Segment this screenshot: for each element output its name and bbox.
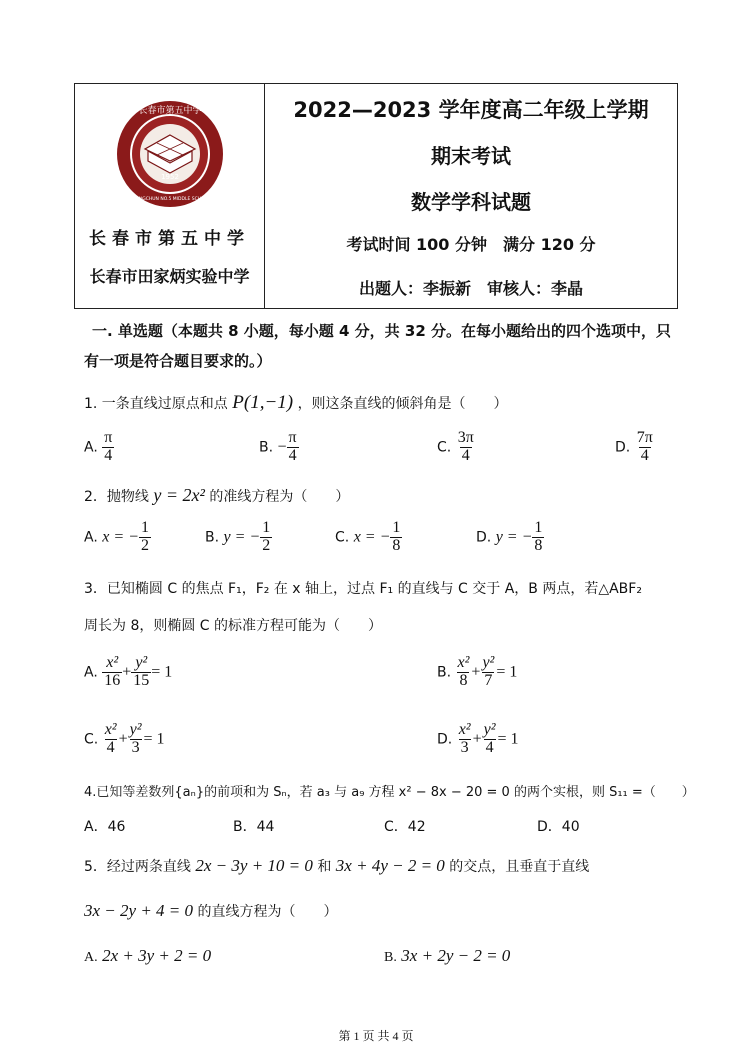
q2-option-c[interactable]: C. x = − $\frac{1}{8}$	[335, 519, 401, 554]
q3-option-d[interactable]: D. $\frac{\text{x²}}{3}$ + $\frac{\text{y²}}{4}$ = 1	[437, 721, 519, 756]
q5-option-b[interactable]: B. 3x + 2y − 2 = 0	[384, 946, 511, 965]
subject-title: 数学学科试题	[411, 190, 531, 214]
q2-option-b[interactable]: B. y = − $\frac{1}{2}$	[205, 519, 271, 554]
page-footer: 第 1 页 共 4 页	[338, 1029, 414, 1043]
school-seal-logo	[115, 99, 225, 209]
q4-option-b[interactable]: B．44	[233, 819, 275, 835]
title-panel	[265, 84, 677, 308]
q2-expr: y = 2x²	[153, 485, 205, 505]
q4-option-d[interactable]: D．40	[537, 819, 580, 835]
exam-subtitle: 期末考试	[431, 144, 511, 168]
seal-year: 1952	[161, 173, 179, 181]
q1-option-a[interactable]: A. $\frac{\pi}{4}$	[84, 429, 113, 464]
seal-english: CHANGCHUN NO.5 MIDDLE SCHOOL	[129, 197, 211, 202]
exam-title: 2022—2023 学年度高二年级上学期	[293, 98, 649, 122]
q1-option-d[interactable]: D. $\frac{7\pi}{4}$	[615, 429, 653, 464]
q1-point: P(1,−1)	[232, 392, 294, 413]
school-panel	[75, 84, 265, 308]
q1-option-b[interactable]: B. − $\frac{\pi}{4}$	[259, 429, 297, 464]
question-2-stem: 2．抛物线 y = 2x² 的准线方程为（ ）	[84, 485, 350, 505]
header-box	[74, 83, 678, 309]
school-name-2: 长春市田家炳实验中学	[89, 267, 250, 286]
q4-option-a[interactable]: A．46	[84, 819, 126, 835]
q2-option-d[interactable]: D. y = − $\frac{1}{8}$	[476, 519, 543, 554]
exam-info: 考试时间 100 分钟 满分 120 分	[346, 235, 596, 254]
school-name-1: 长春市第五中学	[89, 229, 250, 249]
question-3-line2: 周长为 8，则椭圆 C 的标准方程可能为（ ）	[84, 618, 383, 634]
q3-option-b[interactable]: B. $\frac{\text{x²}}{8}$ + $\frac{\text{y²}}{7}$ = 1	[437, 654, 518, 689]
q5-option-a[interactable]: A. 2x + 3y + 2 = 0	[84, 946, 212, 965]
q1-option-c[interactable]: C. $\frac{3\pi}{4}$	[437, 429, 474, 464]
question-3-line1: 3．已知椭圆 C 的焦点 F₁，F₂ 在 x 轴上，过点 F₁ 的直线与 C 交于 A，B 两点，若△ABF₂	[84, 581, 642, 597]
question-4-stem: 4.已知等差数列{aₙ}的前项和为 Sₙ，若 a₃ 与 a₉ 方程 x² − 8x − 20 = 0 的两个实根，则 S₁₁ =（ ）	[84, 785, 695, 800]
q3-option-a[interactable]: A. $\frac{\text{x²}}{16}$ + $\frac{\text{y²}}{15}$ = 1	[84, 654, 173, 689]
seal-text: 长春市第五中学	[138, 106, 202, 116]
q2-option-a[interactable]: A. x = − $\frac{1}{2}$	[84, 519, 149, 554]
section-heading-line1: 一. 单选题（本题共 8 小题，每小题 4 分，共 32 分。在每小题给出的四个选项中，只	[92, 322, 672, 340]
q3-option-c[interactable]: C. $\frac{\text{x²}}{4}$ + $\frac{\text{y²}}{3}$ = 1	[84, 721, 165, 756]
question-5-line1: 5．经过两条直线 2x − 3y + 10 = 0 和 3x + 4y − 2 = 0 的交点，且垂直于直线	[84, 856, 590, 875]
exam-authors: 出题人：李振新 审核人：李晶	[358, 279, 583, 298]
q4-option-c[interactable]: C．42	[384, 819, 426, 835]
section-heading-line2: 有一项是符合题目要求的。）	[84, 352, 272, 370]
q1-stem-a: 1. 一条直线过原点和点	[84, 396, 228, 412]
question-5-line2: 3x − 2y + 4 = 0 的直线方程为（ ）	[84, 901, 338, 920]
q1-stem-b: ，则这条直线的倾斜角是（ ）	[297, 396, 508, 412]
question-1-stem	[84, 392, 752, 414]
